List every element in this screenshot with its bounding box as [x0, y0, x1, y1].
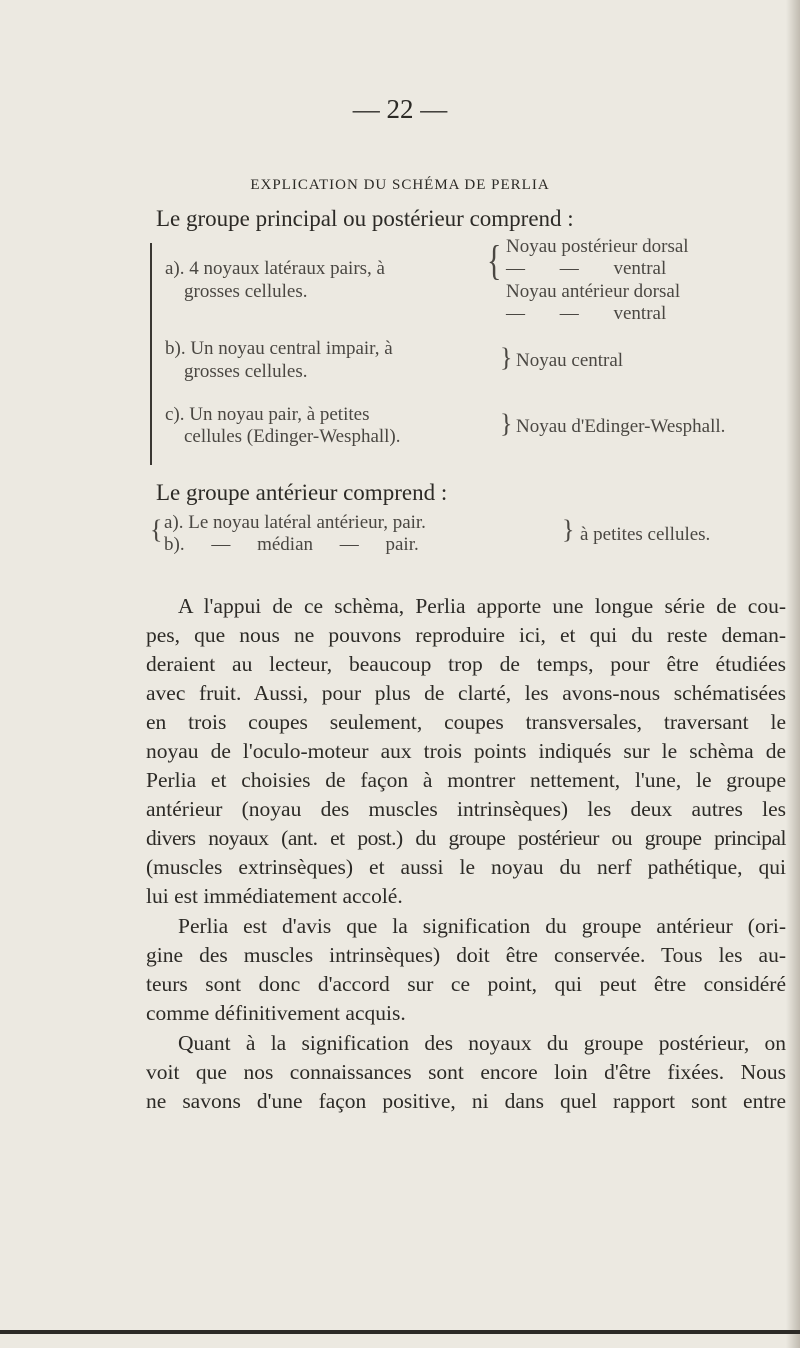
item-a-result-4: — — ventral [506, 303, 667, 324]
paragraph-1-line: avec fruit. Aussi, pour plus de clarté, les avons-nous schématisées [146, 681, 786, 705]
paragraph-1 [146, 592, 786, 911]
anterior-left-brace: { [150, 515, 163, 544]
paragraph-1-line: (muscles extrinsèques) et aussi le noyau du nerf pathétique, qui [146, 855, 786, 879]
posterior-item-c-line2: cellules (Edinger-Wesphall). [184, 426, 401, 447]
paragraph-1-line: Perlia et choisies de façon à montrer nettement, l'une, le groupe [146, 768, 786, 792]
anterior-group-intro: Le groupe antérieur comprend : [156, 480, 448, 505]
page-number: — 22 — [352, 94, 448, 124]
posterior-item-a-line2: grosses cellules. [184, 281, 308, 302]
item-a-result-1: Noyau postérieur dorsal [506, 236, 689, 257]
paragraph-2-line: comme définitivement acquis. [146, 1001, 406, 1025]
paragraph-1-line: lui est immédiatement accolé. [146, 884, 403, 908]
anterior-item-b: b). — médian — pair. [164, 534, 419, 555]
brace-item-b: } [500, 343, 513, 372]
paragraph-3-line: voit que nos connaissances sont encore loin d'être fixées. Nous [146, 1060, 786, 1084]
paragraph-1-line: divers noyaux (ant. et post.) du groupe postérieur ou groupe principal [146, 826, 786, 850]
left-grouping-bracket [150, 243, 152, 465]
page-bottom-rule [0, 1330, 800, 1334]
section-heading: EXPLICATION DU SCHÉMA DE PERLIA [250, 177, 550, 193]
paragraph-1-line: en trois coupes seulement, coupes transversales, traversant le [146, 710, 786, 734]
brace-item-c: } [500, 409, 513, 438]
paragraph-1-line: deraient au lecteur, beaucoup trop de temps, pour être étudiées [146, 652, 786, 676]
anterior-right-brace: } [562, 515, 575, 544]
paragraph-3-line: Quant à la signification des noyaux du groupe postérieur, on [178, 1031, 786, 1055]
item-b-result: Noyau central [516, 350, 624, 371]
posterior-item-a-line1: a). 4 noyaux latéraux pairs, à [165, 258, 385, 279]
item-a-result-2: — — ventral [506, 258, 667, 279]
item-c-result: Noyau d'Edinger-Wesphall. [516, 416, 726, 437]
paragraph-2-line: gine des muscles intrinsèques) doit être conservée. Tous les au- [146, 943, 786, 967]
paragraph-2 [146, 912, 786, 1028]
posterior-item-b-line1: b). Un noyau central impair, à [165, 338, 393, 359]
posterior-group-intro: Le groupe principal ou postérieur comprend : [156, 206, 574, 231]
paragraph-2-line: teurs sont donc d'accord sur ce point, qui peut être considéré [146, 972, 786, 996]
anterior-item-a: a). Le noyau latéral antérieur, pair. [164, 512, 426, 533]
paragraph-3 [146, 1029, 786, 1116]
item-a-result-3: Noyau antérieur dorsal [506, 281, 681, 302]
paragraph-1-line: antérieur (noyau des muscles intrinsèques) les deux autres les [146, 797, 786, 821]
brace-item-a: { [487, 238, 502, 285]
paragraph-1-line: noyau de l'oculo-moteur aux trois points indiqués sur le schèma de [146, 739, 786, 763]
paragraph-2-line: Perlia est d'avis que la signification du groupe antérieur (ori- [178, 914, 786, 938]
paragraph-1-line: A l'appui de ce schèma, Perlia apporte une longue série de cou- [178, 594, 786, 618]
page-edge-shadow [786, 0, 800, 1348]
posterior-item-c-line1: c). Un noyau pair, à petites [165, 404, 370, 425]
posterior-item-b-line2: grosses cellules. [184, 361, 308, 382]
anterior-result: à petites cellules. [580, 524, 711, 545]
paragraph-3-line: ne savons d'une façon positive, ni dans quel rapport sont entre [146, 1089, 786, 1113]
paragraph-1-line: pes, que nous ne pouvons reproduire ici, et qui du reste deman- [146, 623, 786, 647]
